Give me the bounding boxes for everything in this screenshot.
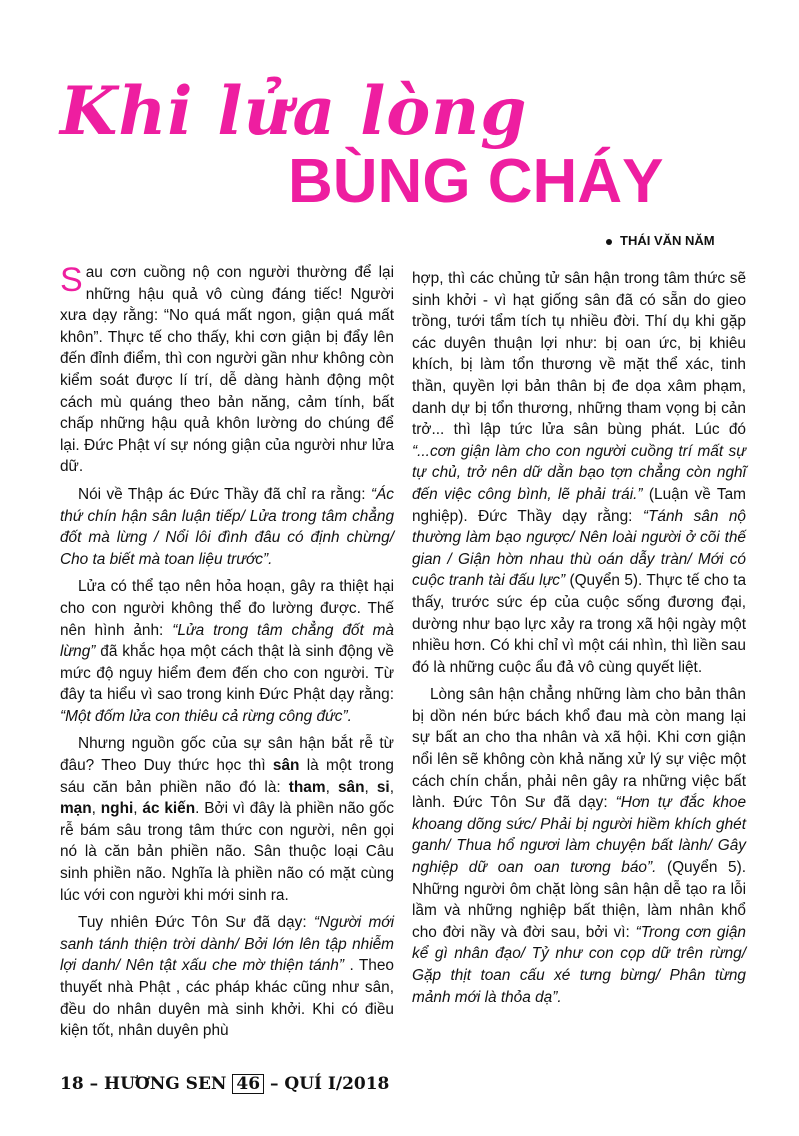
bold-term: mạn [60,800,92,818]
paragraph-text: Tuy nhiên Đức Tôn Sư đã dạy: [78,914,314,932]
bold-term: ác kiến [142,800,196,818]
drop-cap: S [60,261,83,299]
paragraph [60,262,394,478]
right-column [412,268,746,1014]
paragraph-text: hợp, thì các chủng tử sân hận trong tâm thức sẽ sinh khởi - vì hạt giống sân đã có sẵn do gieo trồng, tưới tẩm tích tụ nhiều đời. Thí dụ khi gặp các duyên thuận lợi như: bị oan ức, bị khiêu khích, bị làm tổn thương về mặt thể xác, tinh thần, quyền lợi bản thân bị đe dọa xâm phạm, danh dự bị tổn thương, những tham vọng bị cản trở... thì lập tức lửa sân bùng phát. Lúc đó [412,270,746,439]
bold-term: si [376,778,390,796]
page-footer [60,1074,389,1094]
quote-text: “Tánh sân nộ thường làm bạo ngược/ Nên loài người ở cõi thế gian / Giận hờn nhau thù oán dẫy tràn/ Mới có cuộc tranh tài đấu lực” [412,507,746,590]
paragraph [412,268,746,678]
left-column [60,262,394,1048]
quote-text: “Ác thứ chín hận sân luận tiếp/ Lửa trong tâm chẳng đốt mà lừng / Nổi lôi đình đâu có định chừng/ Cho ta biết mà toan liệu trước”. [60,485,394,568]
paragraph-text: . Bởi vì đây là phiền não gốc rễ bám sâu trong tâm thức con người, nên gọi nó là căn bản phiền não. Sân thuộc loại Câu sinh phiền não. Nghĩa là phiền não có mặt cùng lúc với con người khi mới sinh ra. [60,800,394,904]
paragraph-text: Lửa có thể tạo nên hỏa hoạn, gây ra thiệt hại cho con người không thể đo lường được. Thế nên hình ảnh: [60,578,394,639]
bullet-icon [606,239,612,245]
bold-term: tham [288,778,326,796]
separator: , [325,778,338,796]
quote-text: “Một đốm lửa con thiêu cả rừng công đức”. [60,707,352,725]
magazine-name: HƯƠNG SEN [104,1074,233,1094]
paragraph-text: Nhưng nguồn gốc của sự sân hận bắt rễ từ đâu? Theo Duy thức học thì [60,735,394,775]
issue-number: 46 [232,1074,264,1094]
separator: , [389,778,394,796]
separator: , [133,800,143,818]
paragraph [60,484,394,570]
paragraph-text: . Theo thuyết nhà Phật , các pháp khác cũng như sân, đều do nhân duyên mà sinh khởi. Khi có điều kiện tốt, nhân duyên phù [60,957,394,1040]
quote-text: “Lửa trong tâm chẳng đốt mà lừng” [60,621,394,661]
bold-term: sân [337,778,365,796]
page-number: 18 [60,1074,84,1094]
quote-text: “Hơn tự đắc khoe khoang dõng sức/ Phải bị người hiềm khích ghét ganh/ Thua hổ ngươi làm chuyện bất lành/ Gây nghiệp dữ oan oan tương báo”. [412,794,746,877]
author-name: THÁI VĂN NĂM [620,233,715,248]
quote-text: “...cơn giận làm cho con người cuồng trí mất sự tự chủ, trở nên dữ dằn bạo tợn chẳng còn nghĩ đến việc công bình, lẽ phải trái.” [412,442,746,503]
quote-text: “Trong cơn giận kể gì nhân đạo/ Tỷ như con cọp dữ trên rừng/ Gặp thịt toan cấu xé tưng bừng/ Phân từng mảnh mới là thỏa dạ”. [412,923,746,1006]
paragraph-text: là một trong sáu căn bản phiền não đó là: [60,757,394,796]
paragraph-text: (Luận về Tam nghiệp). Đức Thầy dạy rằng: [412,485,746,525]
paragraph-text: (Quyển 5). Những người ôm chặt lòng sân hận dễ tạo ra lỗi lầm và những nghiệp bất thiện, làm nhân khổ cho đời nầy và đời sau, bởi vì: [412,859,746,941]
bold-term: sân [272,757,300,775]
paragraph-text: (Quyển 5). Thực tế cho ta thấy, trước sức ép của cuộc sống đương đại, dường như bạo lực xảy ra trong xã hội ngày một nhiều hơn. Có khi chỉ vì một cái nhìn, thì liền sau đó là những cuộc ẩu đả vô cùng quyết liệt. [412,572,746,676]
separator: , [364,778,377,796]
separator: – [264,1074,285,1094]
separator: , [91,800,101,818]
paragraph [60,733,394,906]
title-line-2: BÙNG CHÁY [288,147,664,216]
title-line-1: Khi lửa lòng [60,72,528,150]
author-byline [606,233,715,248]
paragraph-text: au cơn cuồng nộ con người thường để lại những hậu quả vô cùng đáng tiếc! Người xưa dạy rằng: “No quá mất ngon, giận quá mất khôn”. Thực tế cho thấy, khi cơn giận bị đẩy lên đến đỉnh điểm, thì con người gần như không còn kiểm soát được lí trí, dễ dàng hành động một cách mù quáng theo bản năng, cảm tính, bất chấp những hậu quả khôn lường do chúng để lại. Đức Phật ví sự nóng giận của người như lửa dữ. [60,264,394,476]
bold-term: nghi [100,800,134,818]
paragraph [60,912,394,1042]
paragraph [60,576,394,727]
quote-text: “Người mới sanh tánh thiện trời dành/ Bởi lớn lên tập nhiễm lợi danh/ Nên tật xấu che mờ thiện tánh” [60,914,394,975]
paragraph-text: Nói về Thập ác Đức Thầy đã chỉ ra rằng: [78,485,371,503]
separator: – [83,1074,105,1094]
paragraph [412,684,746,1008]
issue-period: QUÍ I/2018 [284,1074,390,1094]
paragraph-text: Lòng sân hận chẳng những làm cho bản thân bị dồn nén bức bách khổ đau mà còn mang lại sự bất an cho tha nhân và xã hội. Khi cơn giận nổi lên sẽ không còn khả năng xử lý sự việc một cách chín chắn, phải nên gây ra những việc bất lành. Đức Tôn Sư đã dạy: [412,686,746,812]
paragraph-text: đã khắc họa một cách thật là sinh động về mức độ nguy hiểm đem đến cho con người. Từ đây ta hiểu vì sao trong kinh Đức Phật dạy rằng: [60,643,394,704]
